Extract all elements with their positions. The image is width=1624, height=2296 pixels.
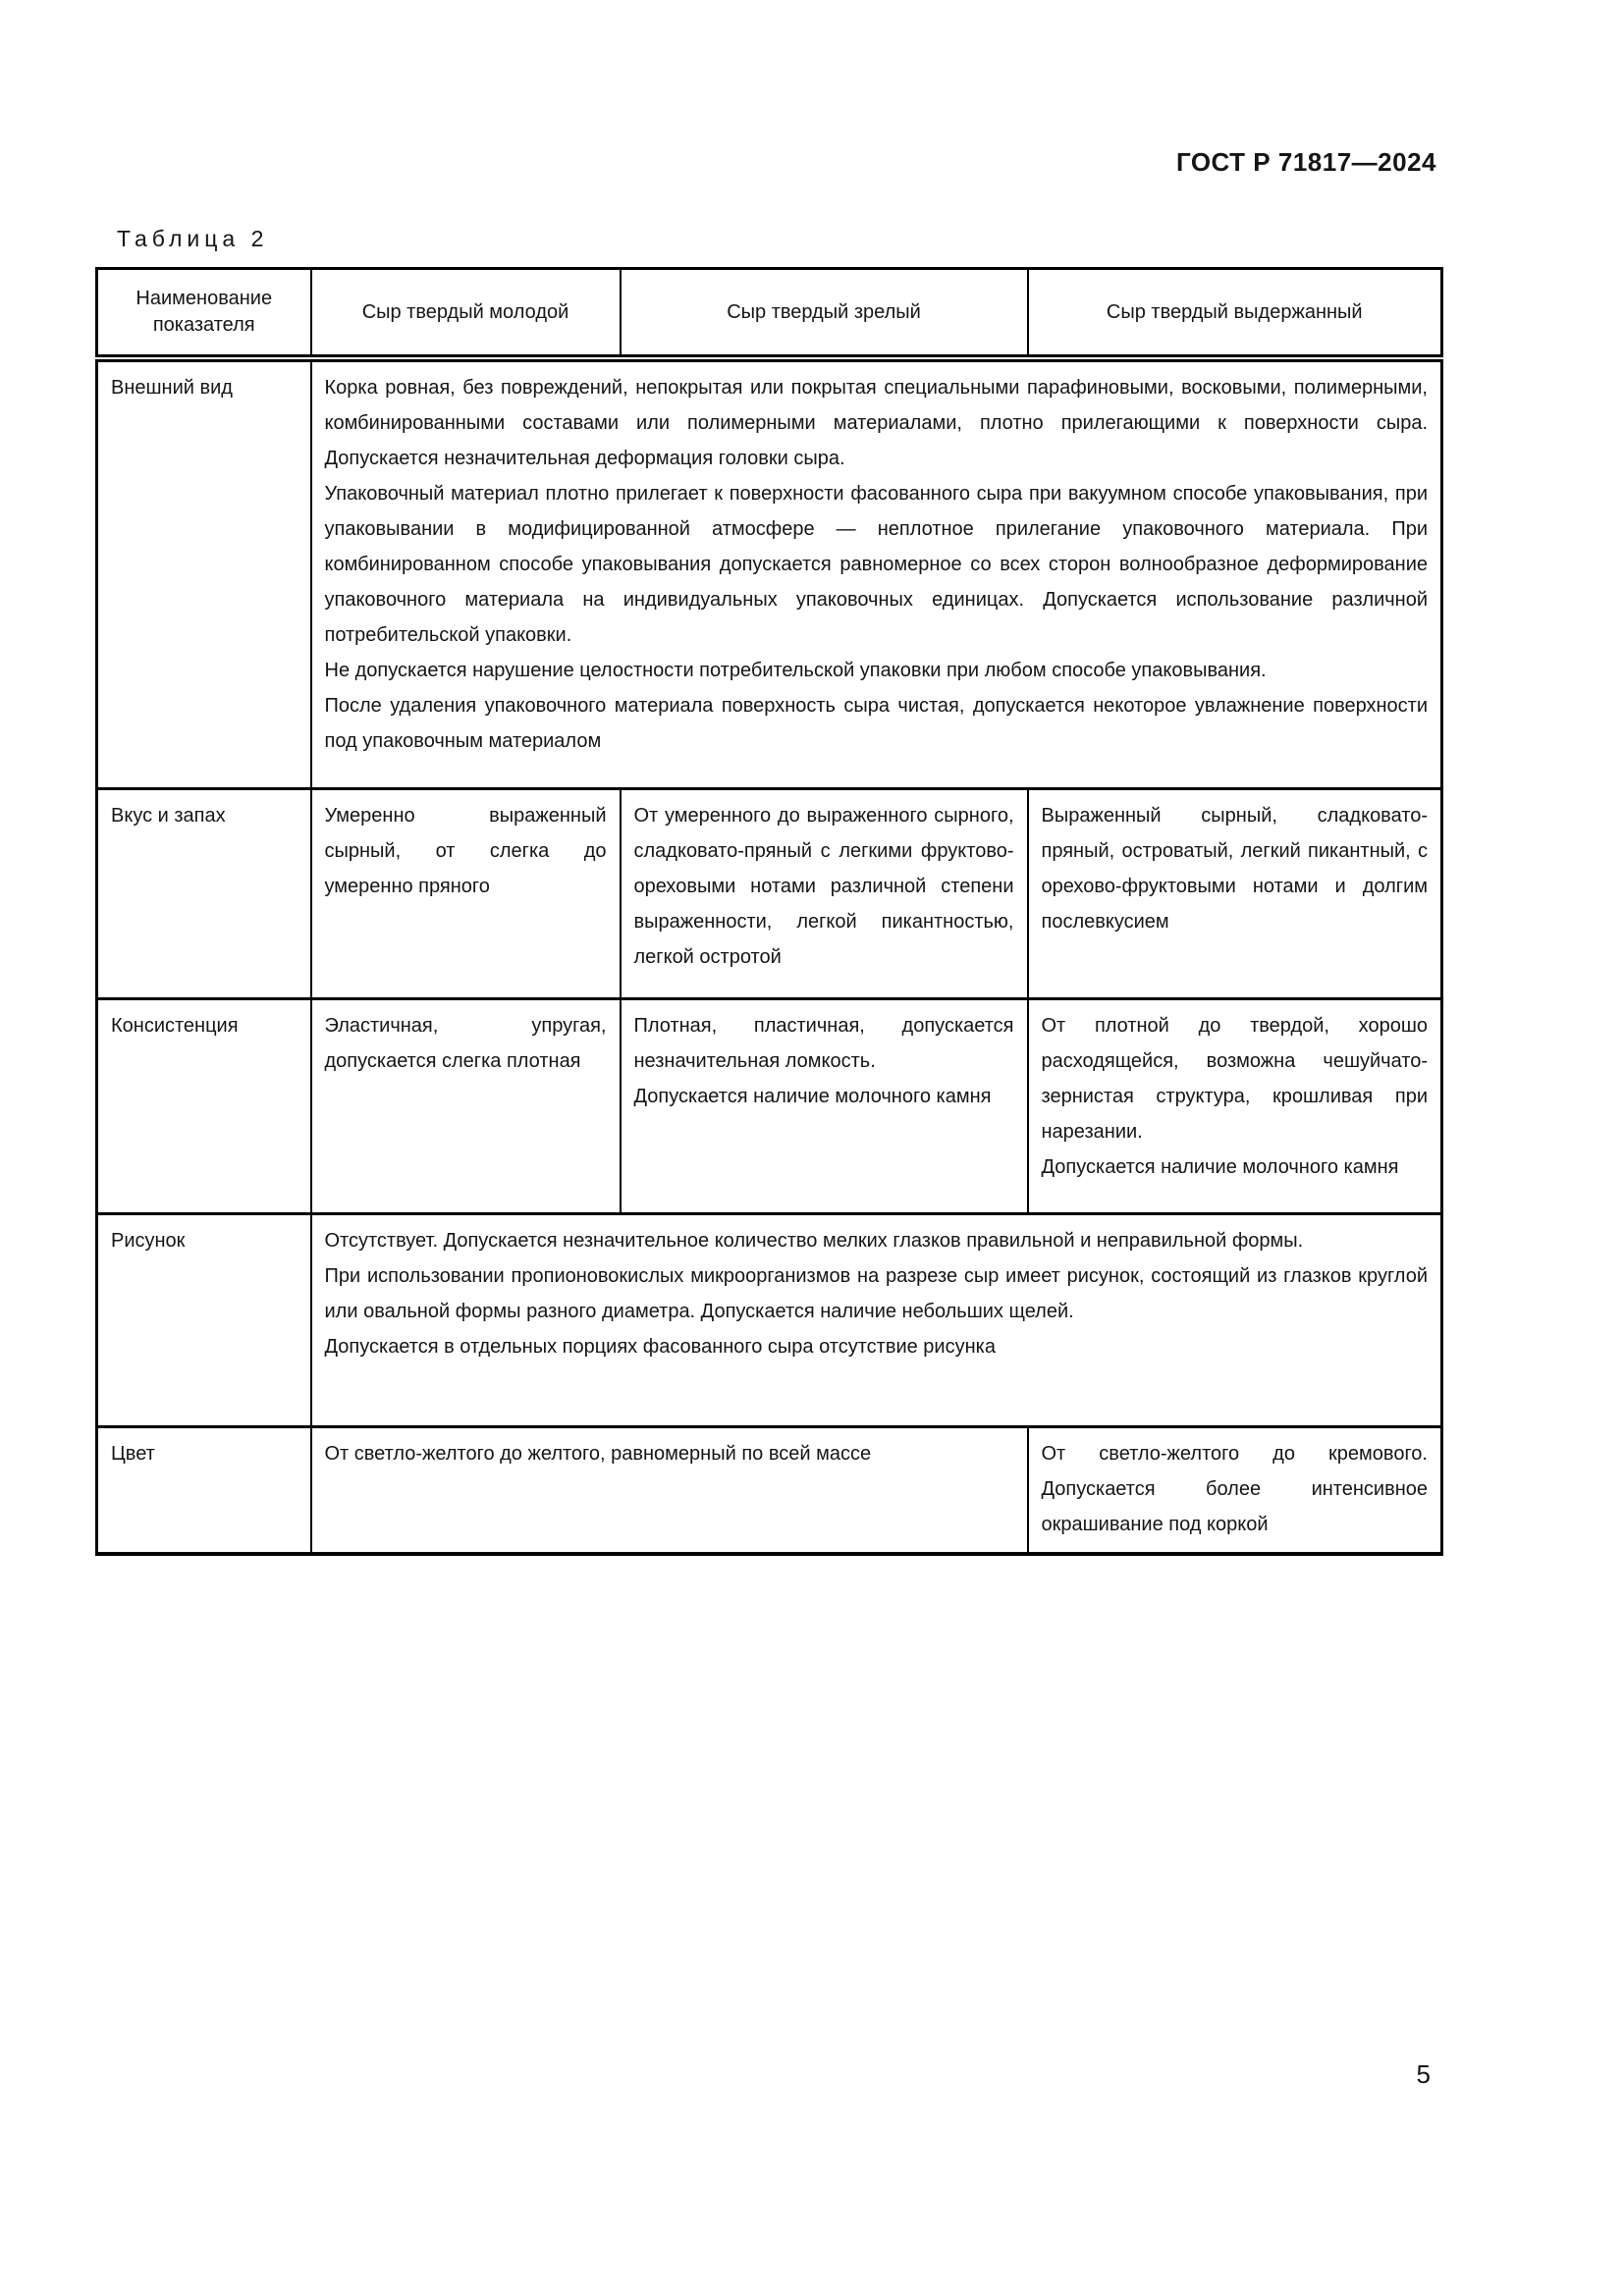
color-young-mature-cell: От светло-желтого до желтого, равномерный по всей массе <box>311 1426 1028 1554</box>
appearance-paragraph: Корка ровная, без повреждений, непокрытая или покрытая специальными парафиновыми, восковыми, полимерными, комбинированными составами или полимерными материалами, плотно прилегающими к поверхности сыра. Допускается незначительная деформация головки сыра. <box>324 377 1428 469</box>
table-header-row <box>97 269 1442 359</box>
column-header-cheese-aged: Сыр твердый выдержанный <box>1028 269 1442 359</box>
column-header-cheese-mature: Сыр твердый зрелый <box>621 269 1028 359</box>
row-label-consistency: Консистенция <box>97 998 311 1213</box>
table-row-pattern <box>97 1213 1442 1426</box>
consistency-young-cell: Эластичная, упругая, допускается слегка плотная <box>311 998 621 1213</box>
pattern-paragraph: Допускается в отдельных порциях фасованного сыра отсутствие рисунка <box>324 1335 996 1358</box>
cheese-spec-table <box>95 267 1443 1556</box>
pattern-paragraph: Отсутствует. Допускается незначительное количество мелких глазков правильной и неправильной формы. <box>324 1229 1304 1252</box>
consistency-aged-cell <box>1028 998 1442 1213</box>
table-row-consistency <box>97 998 1442 1213</box>
table-caption: Таблица 2 <box>117 226 269 251</box>
color-aged-cell: От светло-желтого до кремового. Допускается более интенсивное окрашивание под коркой <box>1028 1426 1442 1554</box>
row-label-color: Цвет <box>97 1426 311 1554</box>
row-label-taste: Вкус и запах <box>97 788 311 998</box>
table-row-color <box>97 1426 1442 1554</box>
table-row-taste <box>97 788 1442 998</box>
consistency-mature-paragraph: Плотная, пластичная, допускается незначительная ломкость. <box>633 1014 1014 1072</box>
page-number: 5 <box>1416 2059 1431 2089</box>
consistency-aged-paragraph: От плотной до твердой, хорошо расходящейся, возможна чешуйчато-зернистая структура, крошливая при нарезании. <box>1041 1014 1428 1143</box>
taste-aged-cell: Выраженный сырный, сладковато-пряный, островатый, легкий пикантный, с орехово-фруктовыми нотами и долгим послевкусием <box>1028 788 1442 998</box>
appearance-description-cell <box>311 358 1442 788</box>
consistency-mature-paragraph: Допускается наличие молочного камня <box>633 1085 992 1107</box>
taste-mature-cell: От умеренного до выраженного сырного, сладковато-пряный с легкими фруктово-ореховыми нотами различной степени выраженности, легкой пикантностью, легкой остротой <box>621 788 1028 998</box>
consistency-mature-cell <box>621 998 1028 1213</box>
table-row-appearance <box>97 358 1442 788</box>
pattern-paragraph: При использовании пропионовокислых микроорганизмов на разрезе сыр имеет рисунок, состоящий из глазков круглой или овальной формы разного диаметра. Допускается наличие небольших щелей. <box>324 1264 1428 1322</box>
row-label-pattern: Рисунок <box>97 1213 311 1426</box>
consistency-aged-paragraph: Допускается наличие молочного камня <box>1041 1155 1399 1178</box>
column-header-cheese-young: Сыр твердый молодой <box>311 269 621 359</box>
appearance-paragraph: После удаления упаковочного материала поверхность сыра чистая, допускается некоторое увлажнение поверхности под упаковочным материалом <box>324 695 1428 752</box>
taste-young-cell: Умеренно выраженный сырный, от слегка до умеренно пряного <box>311 788 621 998</box>
appearance-paragraph: Упаковочный материал плотно прилегает к поверхности фасованного сыра при вакуумном способе упаковывания, при упаковывании в модифицированной атмосфере — неплотное прилегание упаковочного материала. При комбинированном способе упаковывания допускается равномерное со всех сторон волнообразное деформирование упаковочного материала на индивидуальных упаковочных единицах. Допускается использование различной потребительской упаковки. <box>324 483 1428 646</box>
row-label-appearance: Внешний вид <box>97 358 311 788</box>
appearance-paragraph: Не допускается нарушение целостности потребительской упаковки при любом способе упаковывания. <box>324 660 1267 681</box>
pattern-description-cell <box>311 1213 1442 1426</box>
document-standard-number: ГОСТ Р 71817—2024 <box>1175 147 1436 177</box>
column-header-indicator-name: Наименование показателя <box>97 269 311 359</box>
